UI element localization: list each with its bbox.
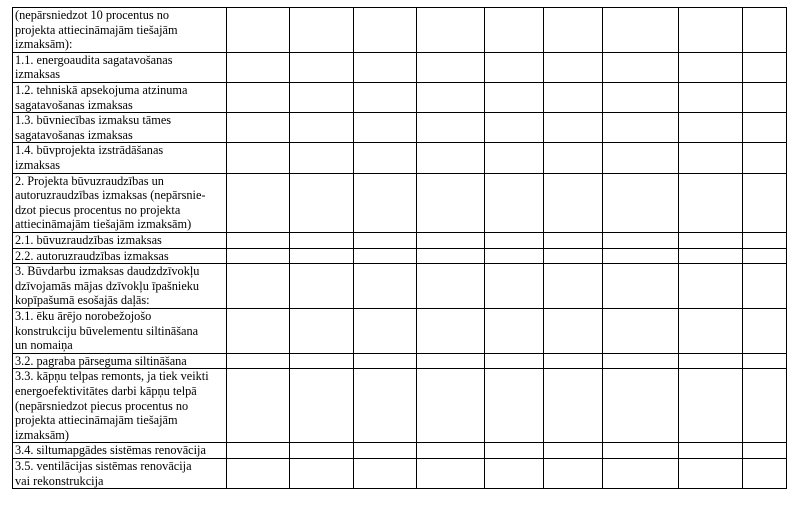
empty-cell[interactable] [603,308,679,353]
empty-cell[interactable] [290,248,354,264]
empty-cell[interactable] [485,232,544,248]
empty-cell[interactable] [743,232,787,248]
empty-cell[interactable] [603,113,679,143]
empty-cell[interactable] [679,443,743,459]
empty-cell[interactable] [417,458,485,488]
empty-cell[interactable] [485,143,544,173]
empty-cell[interactable] [227,369,290,443]
empty-cell[interactable] [603,173,679,232]
empty-cell[interactable] [227,173,290,232]
table-row [13,369,787,443]
empty-cell[interactable] [544,52,603,82]
empty-cell[interactable] [354,443,417,459]
empty-cell[interactable] [485,113,544,143]
table-row [13,82,787,112]
empty-cell[interactable] [227,264,290,309]
empty-cell[interactable] [485,52,544,82]
empty-cell[interactable] [743,458,787,488]
empty-cell[interactable] [679,82,743,112]
empty-cell[interactable] [485,8,544,53]
empty-cell[interactable] [544,369,603,443]
empty-cell[interactable] [679,458,743,488]
empty-cell[interactable] [417,308,485,353]
empty-cell[interactable] [679,264,743,309]
empty-cell[interactable] [603,443,679,459]
empty-cell[interactable] [417,143,485,173]
empty-cell[interactable] [354,353,417,369]
empty-cell[interactable] [603,52,679,82]
row-label: 2.2. autoruzraudzības izmaksas [13,248,227,264]
empty-cell[interactable] [679,113,743,143]
empty-cell[interactable] [743,248,787,264]
empty-cell[interactable] [227,308,290,353]
cost-table-body [13,8,787,489]
empty-cell[interactable] [679,143,743,173]
empty-cell[interactable] [485,353,544,369]
empty-cell[interactable] [227,52,290,82]
empty-cell[interactable] [743,82,787,112]
empty-cell[interactable] [743,8,787,53]
table-row [13,248,787,264]
empty-cell[interactable] [227,143,290,173]
empty-cell[interactable] [354,143,417,173]
empty-cell[interactable] [354,173,417,232]
empty-cell[interactable] [603,353,679,369]
empty-cell[interactable] [743,369,787,443]
empty-cell[interactable] [544,113,603,143]
empty-cell[interactable] [354,52,417,82]
empty-cell[interactable] [290,143,354,173]
empty-cell[interactable] [603,458,679,488]
cost-table [12,7,787,489]
row-label: 1.4. būvprojekta izstrādāšanas izmaksas [13,143,227,173]
row-label: 3. Būvdarbu izmaksas daudzdzīvokļu dzīvojamās mājas dzīvokļu īpašnieku kopīpašumā esošajās daļās: [13,264,227,309]
table-row [13,113,787,143]
table-row [13,264,787,309]
table-row [13,173,787,232]
empty-cell[interactable] [544,143,603,173]
empty-cell[interactable] [354,264,417,309]
empty-cell[interactable] [603,232,679,248]
empty-cell[interactable] [290,264,354,309]
empty-cell[interactable] [290,232,354,248]
empty-cell[interactable] [544,248,603,264]
empty-cell[interactable] [290,113,354,143]
empty-cell[interactable] [417,173,485,232]
empty-cell[interactable] [485,248,544,264]
empty-cell[interactable] [417,82,485,112]
row-label: 3.4. siltumapgādes sistēmas renovācija [13,443,227,459]
empty-cell[interactable] [227,353,290,369]
empty-cell[interactable] [679,248,743,264]
empty-cell[interactable] [743,264,787,309]
empty-cell[interactable] [679,8,743,53]
empty-cell[interactable] [603,82,679,112]
empty-cell[interactable] [417,369,485,443]
empty-cell[interactable] [544,232,603,248]
empty-cell[interactable] [743,52,787,82]
empty-cell[interactable] [227,248,290,264]
empty-cell[interactable] [743,443,787,459]
empty-cell[interactable] [679,52,743,82]
empty-cell[interactable] [354,458,417,488]
row-label: 3.5. ventilācijas sistēmas renovācija vai rekonstrukcija [13,458,227,488]
empty-cell[interactable] [290,353,354,369]
empty-cell[interactable] [485,173,544,232]
empty-cell[interactable] [544,82,603,112]
empty-cell[interactable] [227,82,290,112]
empty-cell[interactable] [743,308,787,353]
empty-cell[interactable] [544,353,603,369]
empty-cell[interactable] [544,173,603,232]
table-row [13,8,787,53]
empty-cell[interactable] [290,8,354,53]
empty-cell[interactable] [679,369,743,443]
empty-cell[interactable] [227,113,290,143]
empty-cell[interactable] [544,264,603,309]
empty-cell[interactable] [290,52,354,82]
empty-cell[interactable] [485,308,544,353]
table-row [13,232,787,248]
table-row [13,353,787,369]
empty-cell[interactable] [417,52,485,82]
empty-cell[interactable] [603,369,679,443]
empty-cell[interactable] [417,353,485,369]
empty-cell[interactable] [354,308,417,353]
empty-cell[interactable] [544,458,603,488]
empty-cell[interactable] [417,264,485,309]
empty-cell[interactable] [290,458,354,488]
row-label: 2. Projekta būvuzraudzības un autoruzraudzības izmaksas (nepārsnie- dzot piecus procentus no projekta attiecināmajām tiešajām izmaksām) [13,173,227,232]
empty-cell[interactable] [417,232,485,248]
empty-cell[interactable] [679,353,743,369]
table-row [13,143,787,173]
empty-cell[interactable] [485,443,544,459]
empty-cell[interactable] [485,369,544,443]
empty-cell[interactable] [227,8,290,53]
empty-cell[interactable] [227,232,290,248]
empty-cell[interactable] [485,264,544,309]
empty-cell[interactable] [417,248,485,264]
row-label: 1.3. būvniecības izmaksu tāmes sagatavošanas izmaksas [13,113,227,143]
empty-cell[interactable] [227,443,290,459]
empty-cell[interactable] [227,458,290,488]
empty-cell[interactable] [743,113,787,143]
empty-cell[interactable] [354,113,417,143]
empty-cell[interactable] [290,308,354,353]
empty-cell[interactable] [485,458,544,488]
empty-cell[interactable] [354,82,417,112]
table-row [13,458,787,488]
empty-cell[interactable] [417,443,485,459]
empty-cell[interactable] [354,369,417,443]
empty-cell[interactable] [679,173,743,232]
row-label: 1.2. tehniskā apsekojuma atzinuma sagatavošanas izmaksas [13,82,227,112]
empty-cell[interactable] [544,443,603,459]
empty-cell[interactable] [544,308,603,353]
empty-cell[interactable] [679,232,743,248]
empty-cell[interactable] [743,173,787,232]
empty-cell[interactable] [290,82,354,112]
empty-cell[interactable] [603,143,679,173]
empty-cell[interactable] [290,443,354,459]
table-row [13,308,787,353]
empty-cell[interactable] [743,143,787,173]
empty-cell[interactable] [603,8,679,53]
row-label: 2.1. būvuzraudzības izmaksas [13,232,227,248]
table-row [13,52,787,82]
row-label: 3.3. kāpņu telpas remonts, ja tiek veikti energoefektivitātes darbi kāpņu telpā (nepārsniedzot piecus procentus no projekta attiecināmajām tiešajām izmaksām) [13,369,227,443]
empty-cell[interactable] [603,248,679,264]
empty-cell[interactable] [679,308,743,353]
empty-cell[interactable] [354,8,417,53]
empty-cell[interactable] [743,353,787,369]
table-row [13,443,787,459]
row-label: 3.1. ēku ārējo norobežojošo konstrukciju būvelementu siltināšana un nomaiņa [13,308,227,353]
row-label: 3.2. pagraba pārseguma siltināšana [13,353,227,369]
empty-cell[interactable] [354,248,417,264]
empty-cell[interactable] [354,232,417,248]
row-label: 1.1. energoaudita sagatavošanas izmaksas [13,52,227,82]
empty-cell[interactable] [290,369,354,443]
empty-cell[interactable] [417,113,485,143]
empty-cell[interactable] [417,8,485,53]
empty-cell[interactable] [544,8,603,53]
empty-cell[interactable] [290,173,354,232]
empty-cell[interactable] [485,82,544,112]
row-label: (nepārsniedzot 10 procentus no projekta attiecināmajām tiešajām izmaksām): [13,8,227,53]
empty-cell[interactable] [603,264,679,309]
